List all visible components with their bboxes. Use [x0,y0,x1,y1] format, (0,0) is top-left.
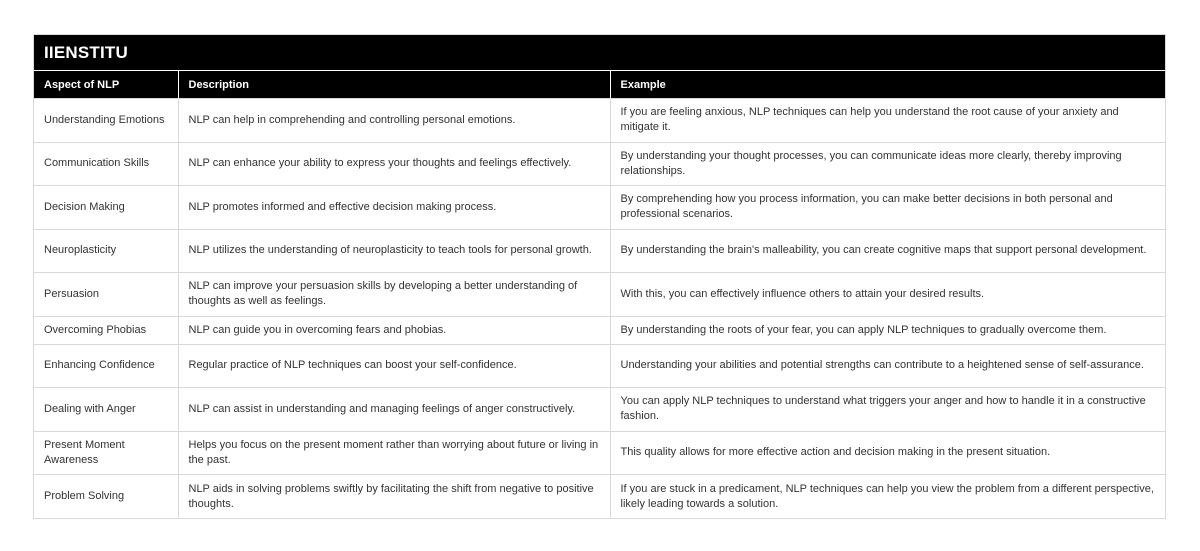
table-row [34,344,1165,388]
cell-example: You can apply NLP techniques to understand what triggers your anger and how to handle it in a constructive fashion. [610,388,1165,432]
cell-example: By understanding your thought processes, you can communicate ideas more clearly, thereby improving relationships. [610,142,1165,186]
cell-example: Understanding your abilities and potential strengths can contribute to a heightened sense of self-assurance. [610,344,1165,388]
cell-description: NLP can help in comprehending and controlling personal emotions. [178,99,610,143]
nlp-aspects-table [34,70,1165,518]
table-row [34,316,1165,344]
cell-aspect: Understanding Emotions [34,99,178,143]
table-row [34,431,1165,475]
table-header-row [34,71,1165,99]
cell-example: If you are feeling anxious, NLP techniques can help you understand the root cause of your anxiety and mitigate it. [610,99,1165,143]
cell-description: NLP can guide you in overcoming fears and phobias. [178,316,610,344]
cell-example: With this, you can effectively influence others to attain your desired results. [610,273,1165,317]
table-row [34,388,1165,432]
table-row [34,229,1165,273]
table-row [34,475,1165,519]
cell-description: NLP can assist in understanding and managing feelings of anger constructively. [178,388,610,432]
cell-aspect: Enhancing Confidence [34,344,178,388]
cell-aspect: Present Moment Awareness [34,431,178,475]
table-row [34,142,1165,186]
cell-example: By understanding the roots of your fear, you can apply NLP techniques to gradually overcome them. [610,316,1165,344]
cell-description: NLP aids in solving problems swiftly by facilitating the shift from negative to positive thoughts. [178,475,610,519]
nlp-table-container [33,34,1166,519]
cell-aspect: Decision Making [34,186,178,230]
cell-aspect: Problem Solving [34,475,178,519]
cell-description: NLP can improve your persuasion skills by developing a better understanding of thoughts as well as feelings. [178,273,610,317]
column-header-aspect: Aspect of NLP [34,71,178,99]
cell-example: If you are stuck in a predicament, NLP techniques can help you view the problem from a different perspective, likely leading towards a solution. [610,475,1165,519]
cell-example: By comprehending how you process information, you can make better decisions in both personal and professional scenarios. [610,186,1165,230]
cell-aspect: Communication Skills [34,142,178,186]
cell-aspect: Overcoming Phobias [34,316,178,344]
cell-description: NLP can enhance your ability to express your thoughts and feelings effectively. [178,142,610,186]
cell-example: This quality allows for more effective action and decision making in the present situation. [610,431,1165,475]
table-row [34,273,1165,317]
cell-description: NLP utilizes the understanding of neuroplasticity to teach tools for personal growth. [178,229,610,273]
cell-description: NLP promotes informed and effective decision making process. [178,186,610,230]
cell-example: By understanding the brain's malleability, you can create cognitive maps that support personal development. [610,229,1165,273]
cell-description: Regular practice of NLP techniques can boost your self-confidence. [178,344,610,388]
column-header-description: Description [178,71,610,99]
table-title: IIENSTITU [34,35,1165,70]
table-row [34,99,1165,143]
column-header-example: Example [610,71,1165,99]
cell-aspect: Dealing with Anger [34,388,178,432]
table-row [34,186,1165,230]
cell-aspect: Neuroplasticity [34,229,178,273]
cell-aspect: Persuasion [34,273,178,317]
cell-description: Helps you focus on the present moment rather than worrying about future or living in the past. [178,431,610,475]
